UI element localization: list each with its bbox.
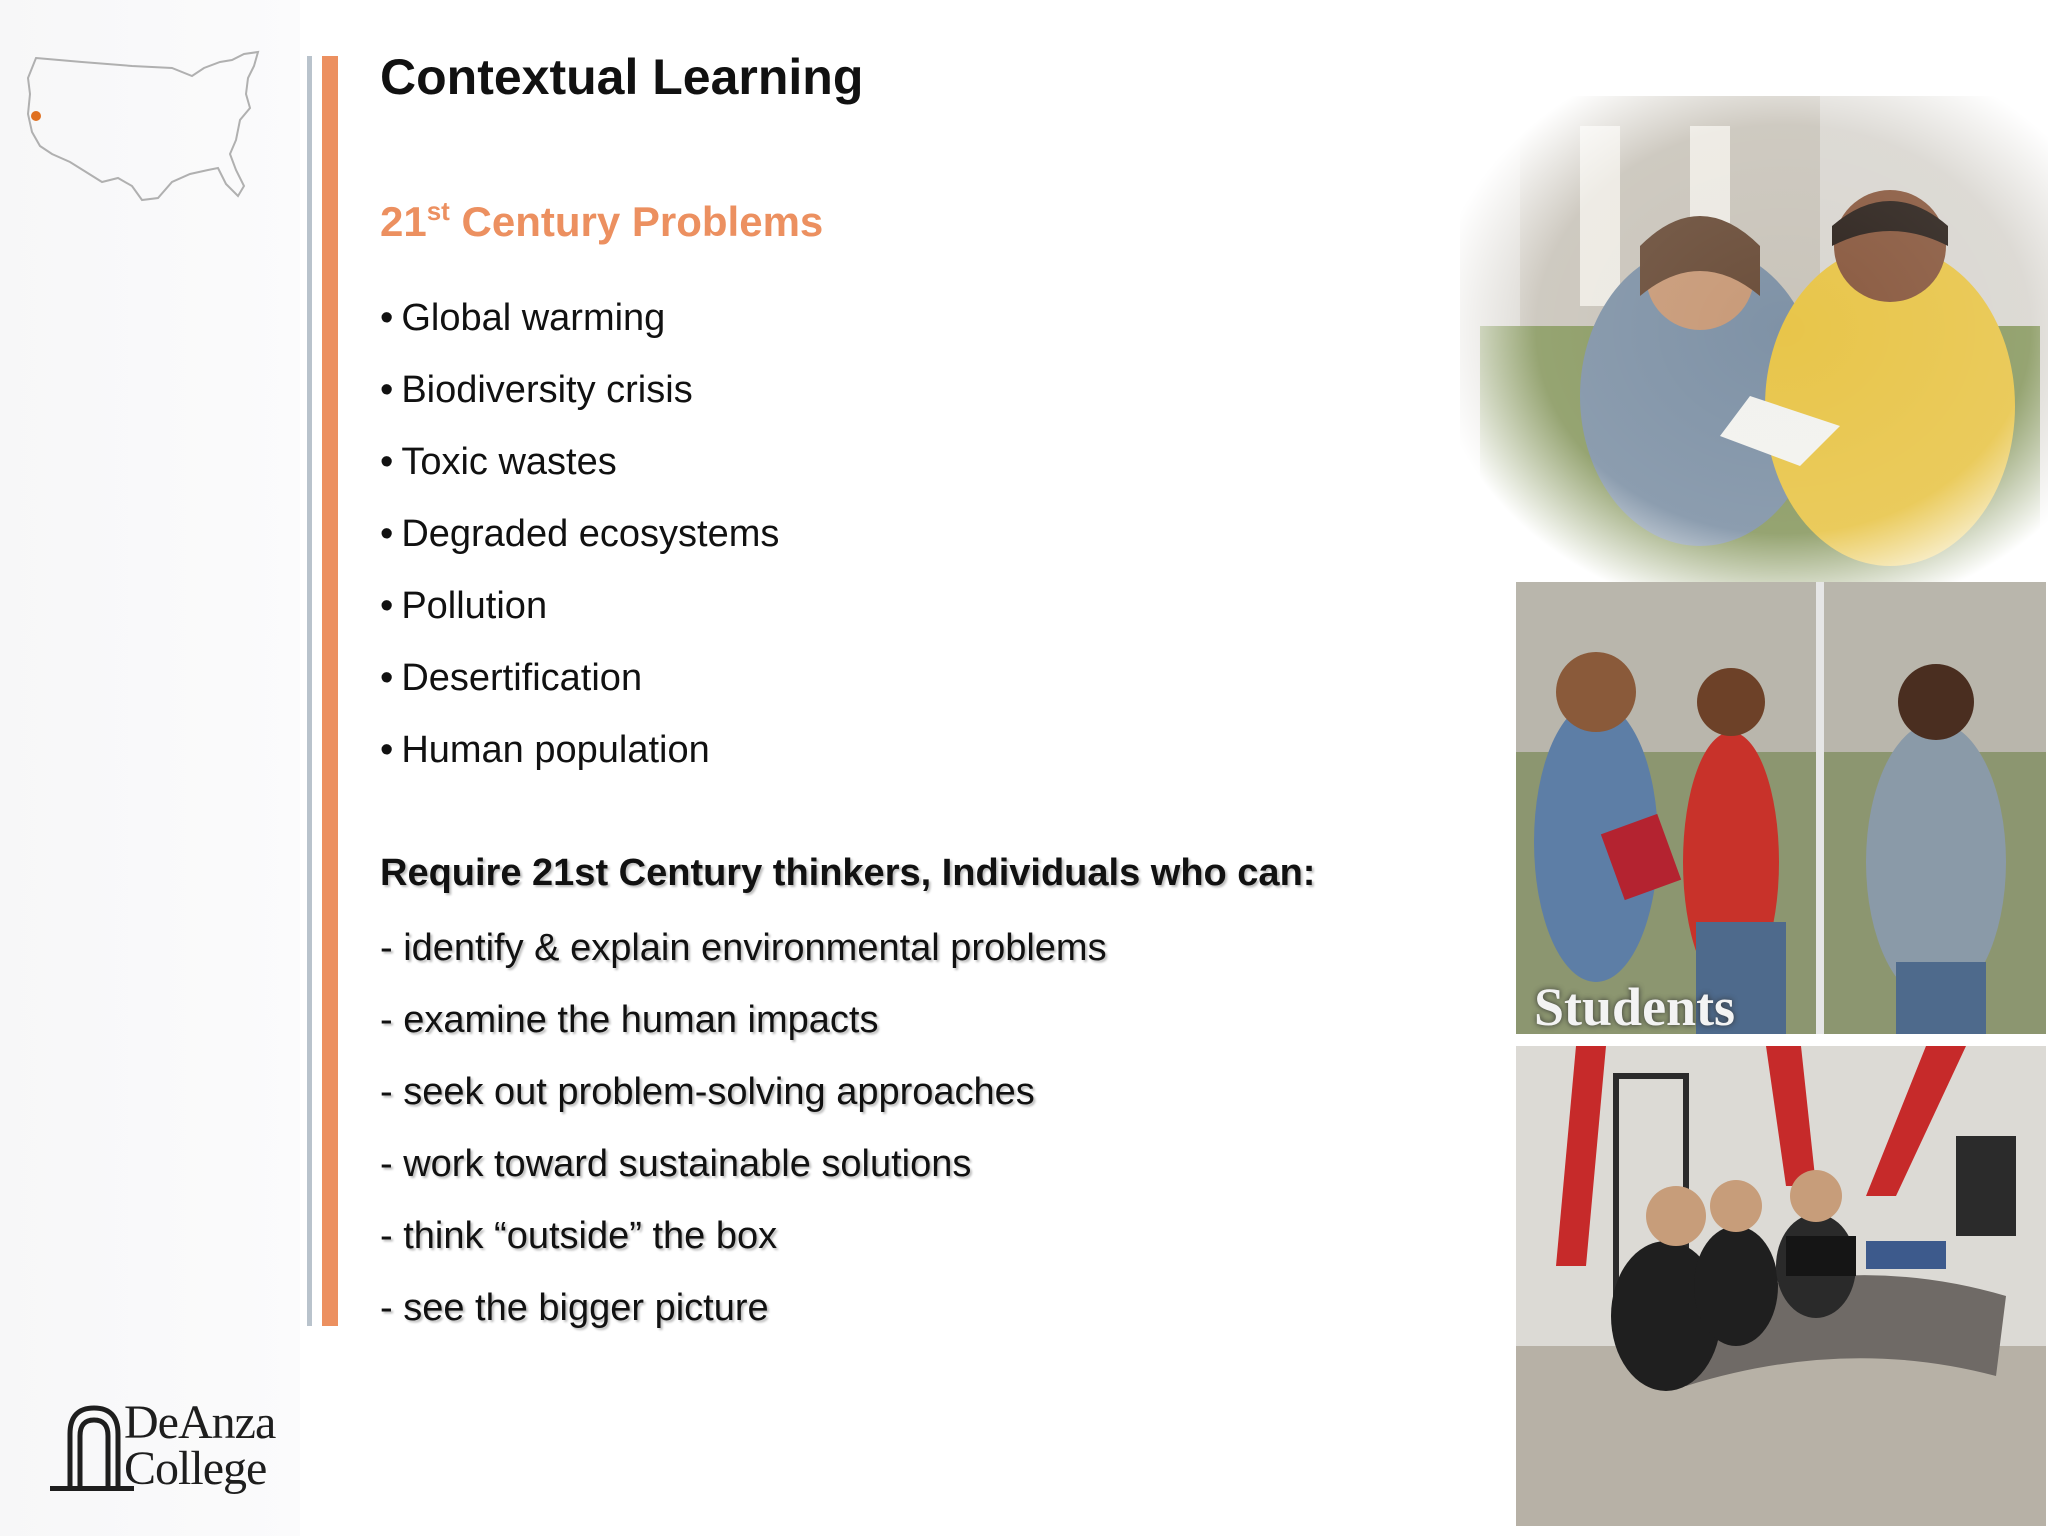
problem-text: Human population	[401, 729, 710, 771]
problem-text: Desertification	[401, 657, 643, 699]
list-item	[380, 654, 779, 726]
list-item	[380, 366, 779, 438]
list-item: - identify & explain environmental problems	[380, 927, 1107, 969]
vertical-rule-orange	[322, 56, 338, 1326]
students-walking-illustration	[1516, 582, 2046, 1034]
problems-list	[380, 294, 779, 798]
subtitle-superscript: st	[426, 196, 450, 226]
logo-line-2: College	[124, 1442, 267, 1495]
subtitle-number: 21	[380, 198, 427, 245]
list-item: - think “outside” the box	[380, 1215, 778, 1257]
problem-text: Pollution	[401, 585, 548, 627]
students-reading-photo	[1460, 96, 2048, 582]
logo-line-1: DeAnza	[124, 1396, 276, 1449]
students-laptop-photo	[1516, 1046, 2046, 1526]
bullet-icon: •	[380, 441, 394, 483]
list-item: - seek out problem-solving approaches	[380, 1071, 1035, 1113]
problem-text: Degraded ecosystems	[401, 513, 780, 555]
list-item: - see the bigger picture	[380, 1287, 769, 1329]
list-item: - examine the human impacts	[380, 999, 879, 1041]
problem-text: Global warming	[401, 297, 666, 339]
bullet-icon: •	[380, 369, 394, 411]
requirement-heading: Require 21st Century thinkers, Individuals who can:	[380, 852, 1316, 894]
list-item	[380, 294, 779, 366]
photo-caption: Students	[1534, 977, 1736, 1034]
bullet-icon: •	[380, 657, 394, 699]
vertical-rule-gray	[307, 56, 312, 1326]
bullet-icon: •	[380, 513, 394, 555]
subtitle-text: Century Problems	[449, 198, 824, 245]
problem-text: Biodiversity crisis	[401, 369, 693, 411]
students-walking-photo	[1516, 582, 2046, 1034]
page-title: Contextual Learning	[380, 49, 864, 105]
bullet-icon: •	[380, 297, 394, 339]
bullet-icon: •	[380, 585, 394, 627]
location-dot	[31, 111, 41, 121]
bullet-icon: •	[380, 729, 394, 771]
section-subtitle	[380, 196, 823, 246]
problem-text: Toxic wastes	[401, 441, 617, 483]
list-item: - work toward sustainable solutions	[380, 1143, 972, 1185]
list-item	[380, 510, 779, 582]
list-item	[380, 438, 779, 510]
list-item	[380, 582, 779, 654]
list-item	[380, 726, 779, 798]
left-panel-background	[0, 0, 300, 1536]
usa-map-icon	[22, 50, 262, 205]
logo-wordmark	[124, 1396, 276, 1495]
skills-list	[380, 924, 1107, 1356]
